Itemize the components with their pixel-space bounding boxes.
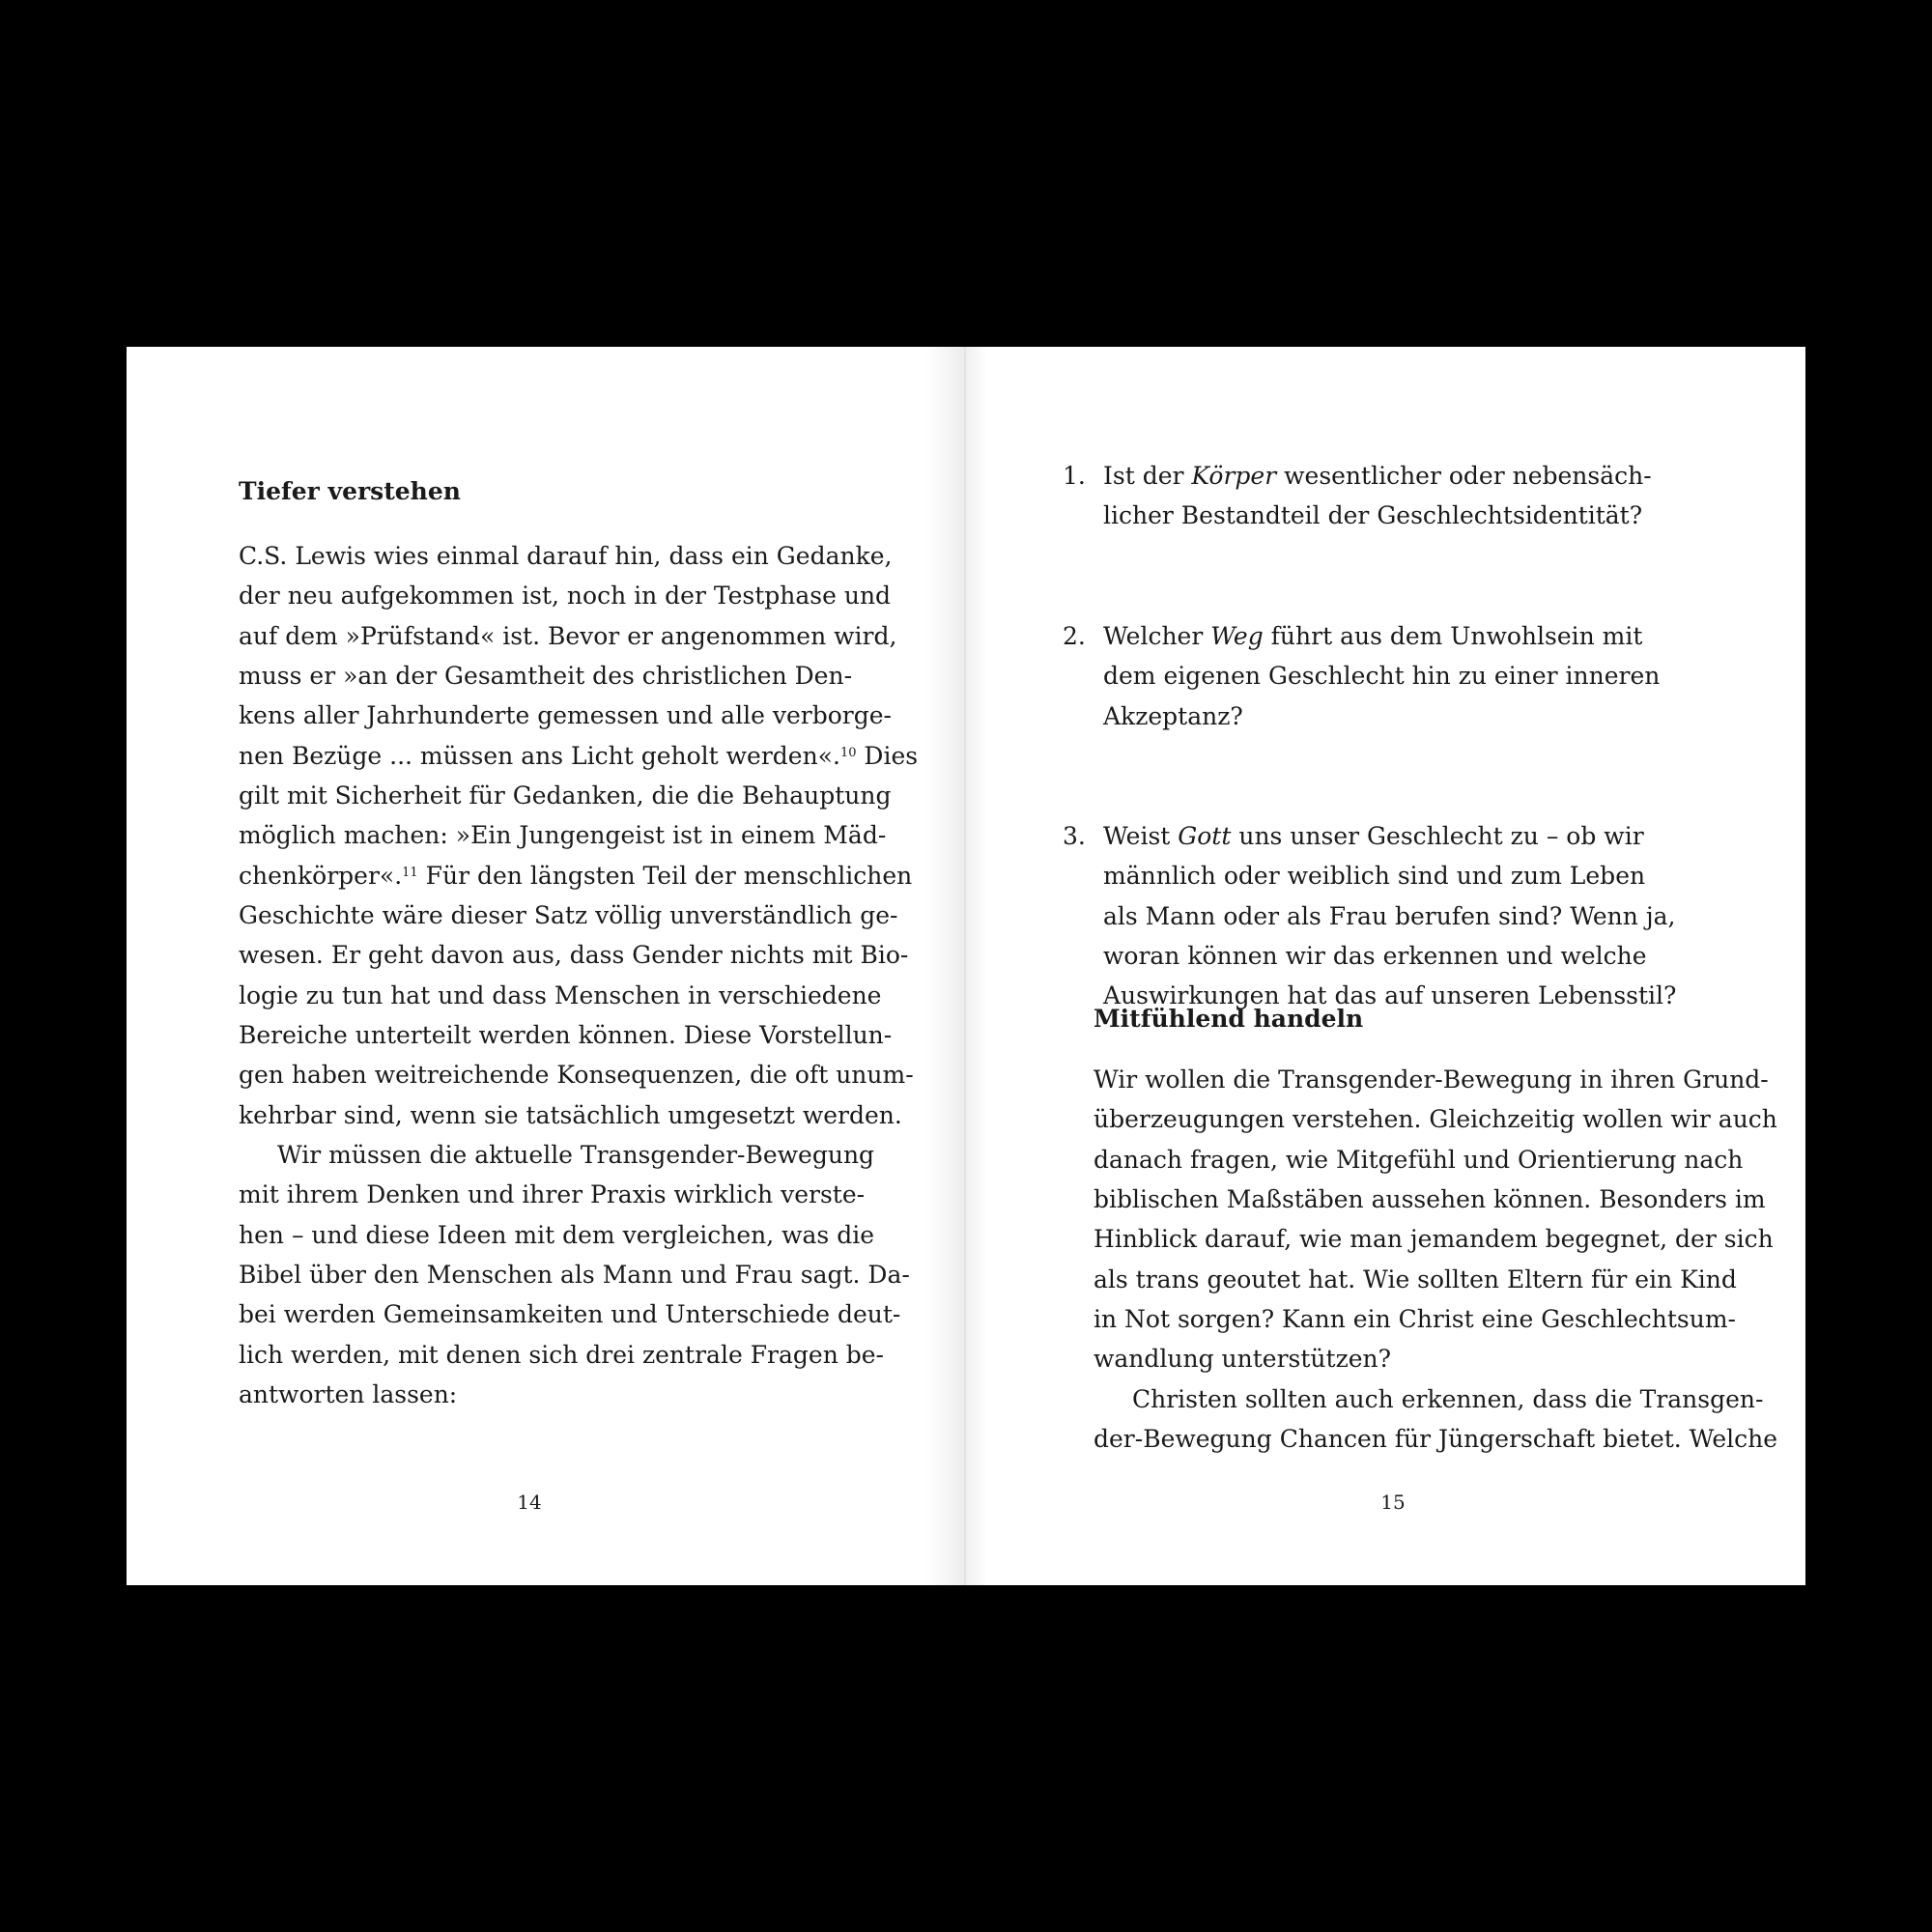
text-run: Welcher bbox=[1103, 622, 1211, 650]
gutter-shadow bbox=[966, 347, 987, 1585]
text-line: kehrbar sind, wenn sie tatsächlich umgesetzt werden. bbox=[239, 1100, 902, 1129]
text-line: C.S. Lewis wies einmal darauf hin, dass ein Gedanke, bbox=[239, 542, 893, 570]
left-paragraph-2 bbox=[239, 1135, 964, 1414]
text-line bbox=[1103, 616, 1662, 656]
text-line: wandlung unterstützen? bbox=[1094, 1345, 1392, 1374]
right-paragraph-2 bbox=[1094, 1379, 1805, 1460]
text-run: Weist bbox=[1103, 822, 1179, 850]
text-line: kens aller Jahrhunderte gemessen und alle verborge- bbox=[239, 701, 892, 730]
text-line: logie zu tun hat und dass Menschen in verschiedene bbox=[239, 980, 882, 1009]
text-line: dem eigenen Geschlecht hin zu einer inneren bbox=[1103, 662, 1661, 691]
text-line: gen haben weitreichende Konsequenzen, die oft unum- bbox=[239, 1061, 914, 1090]
text-line: Bibel über den Menschen als Mann und Frau sagt. Da- bbox=[239, 1261, 910, 1290]
list-number: 1. bbox=[1063, 462, 1086, 490]
page-number: 15 bbox=[1380, 1491, 1406, 1514]
text-run: Für den längsten Teil der menschlichen bbox=[417, 861, 913, 890]
text-line: männlich oder weiblich sind und zum Leben bbox=[1103, 862, 1646, 891]
text-line bbox=[239, 856, 913, 895]
text-run: wesentlicher oder nebensäch- bbox=[1276, 462, 1652, 490]
text-line: auf dem »Prüfstand« ist. Bevor er angenommen wird, bbox=[239, 621, 897, 650]
text-run: Ist der bbox=[1103, 462, 1192, 490]
emphasis: Körper bbox=[1191, 462, 1277, 490]
left-page bbox=[127, 347, 964, 1585]
text-line: bei werden Gemeinsamkeiten und Unterschiede deut- bbox=[239, 1300, 901, 1329]
text-line: gilt mit Sicherheit für Gedanken, die die Behauptung bbox=[239, 781, 892, 810]
footnote-marker-10[interactable]: 10 bbox=[839, 745, 857, 760]
text-line: Christen sollten auch erkennen, dass die Transgen- bbox=[1132, 1385, 1764, 1413]
text-run: uns unser Geschlecht zu – ob wir bbox=[1231, 822, 1644, 850]
text-line: Auswirkungen hat das auf unseren Lebensstil? bbox=[1103, 981, 1677, 1010]
text-line: möglich machen: »Ein Jungengeist ist in einem Mäd- bbox=[239, 821, 887, 850]
text-line: überzeugungen verstehen. Gleichzeitig wollen wir auch bbox=[1094, 1105, 1777, 1134]
right-page bbox=[966, 347, 1805, 1585]
text-run: nen Bezüge ... müssen ans Licht geholt werden«. bbox=[239, 741, 840, 770]
text-line bbox=[239, 736, 919, 776]
section-heading-tiefer-verstehen: Tiefer verstehen bbox=[239, 477, 461, 505]
text-line: muss er »an der Gesamtheit des christlichen Den- bbox=[239, 662, 853, 691]
text-line: biblischen Maßstäben aussehen können. Besonders im bbox=[1094, 1185, 1766, 1214]
text-line: Wir müssen die aktuelle Transgender-Bewegung bbox=[277, 1141, 875, 1169]
list-number: 2. bbox=[1063, 622, 1086, 650]
text-line: in Not sorgen? Kann ein Christ eine Geschlechtsum- bbox=[1094, 1305, 1736, 1334]
text-line: als trans geoutet hat. Wie sollten Eltern für ein Kind bbox=[1094, 1264, 1737, 1293]
text-line: mit ihrem Denken und ihrer Praxis wirklich verste- bbox=[239, 1180, 866, 1209]
text-line bbox=[1103, 456, 1662, 496]
list-number: 3. bbox=[1063, 822, 1086, 850]
text-line: der neu aufgekommen ist, noch in der Testphase und bbox=[239, 582, 892, 611]
text-line: hen – und diese Ideen mit dem vergleichen, was die bbox=[239, 1220, 874, 1249]
question-text bbox=[1103, 816, 1677, 1016]
text-line: lich werden, mit denen sich drei zentrale Fragen be- bbox=[239, 1340, 884, 1369]
footnote-marker-11[interactable]: 11 bbox=[402, 865, 418, 880]
text-line: Wir wollen die Transgender-Bewegung in ihren Grund- bbox=[1094, 1065, 1769, 1094]
left-paragraph-1 bbox=[239, 536, 964, 1135]
text-line: woran können wir das erkennen und welche bbox=[1103, 942, 1647, 971]
text-line: Hinblick darauf, wie man jemandem begegnet, der sich bbox=[1094, 1225, 1774, 1254]
text-run: Dies bbox=[856, 741, 919, 770]
text-run: chenkörper«. bbox=[239, 861, 403, 890]
text-line: danach fragen, wie Mitgefühl und Orientierung nach bbox=[1094, 1145, 1744, 1174]
page-number: 14 bbox=[517, 1491, 542, 1514]
text-line: wesen. Er geht davon aus, dass Gender nichts mit Bio- bbox=[239, 941, 909, 970]
text-line bbox=[1103, 816, 1662, 856]
section-heading-mitfuehlend-handeln: Mitfühlend handeln bbox=[1094, 1005, 1364, 1033]
text-run: führt aus dem Unwohlsein mit bbox=[1263, 622, 1643, 650]
question-text bbox=[1103, 616, 1662, 736]
text-line: der-Bewegung Chancen für Jüngerschaft bietet. Welche bbox=[1094, 1425, 1778, 1454]
text-line: Bereiche unterteilt werden können. Diese Vorstellun- bbox=[239, 1021, 893, 1050]
emphasis: Gott bbox=[1178, 822, 1232, 850]
text-line: licher Bestandteil der Geschlechtsidentität? bbox=[1103, 501, 1643, 530]
question-text bbox=[1103, 456, 1662, 536]
emphasis: Weg bbox=[1210, 622, 1264, 650]
text-line: als Mann oder als Frau berufen sind? Wenn ja, bbox=[1103, 901, 1676, 930]
right-paragraph-1 bbox=[1094, 1060, 1805, 1379]
text-line: Geschichte wäre dieser Satz völlig unverständlich ge- bbox=[239, 901, 898, 930]
text-line: antworten lassen: bbox=[239, 1380, 458, 1409]
text-line: Akzeptanz? bbox=[1103, 701, 1243, 730]
